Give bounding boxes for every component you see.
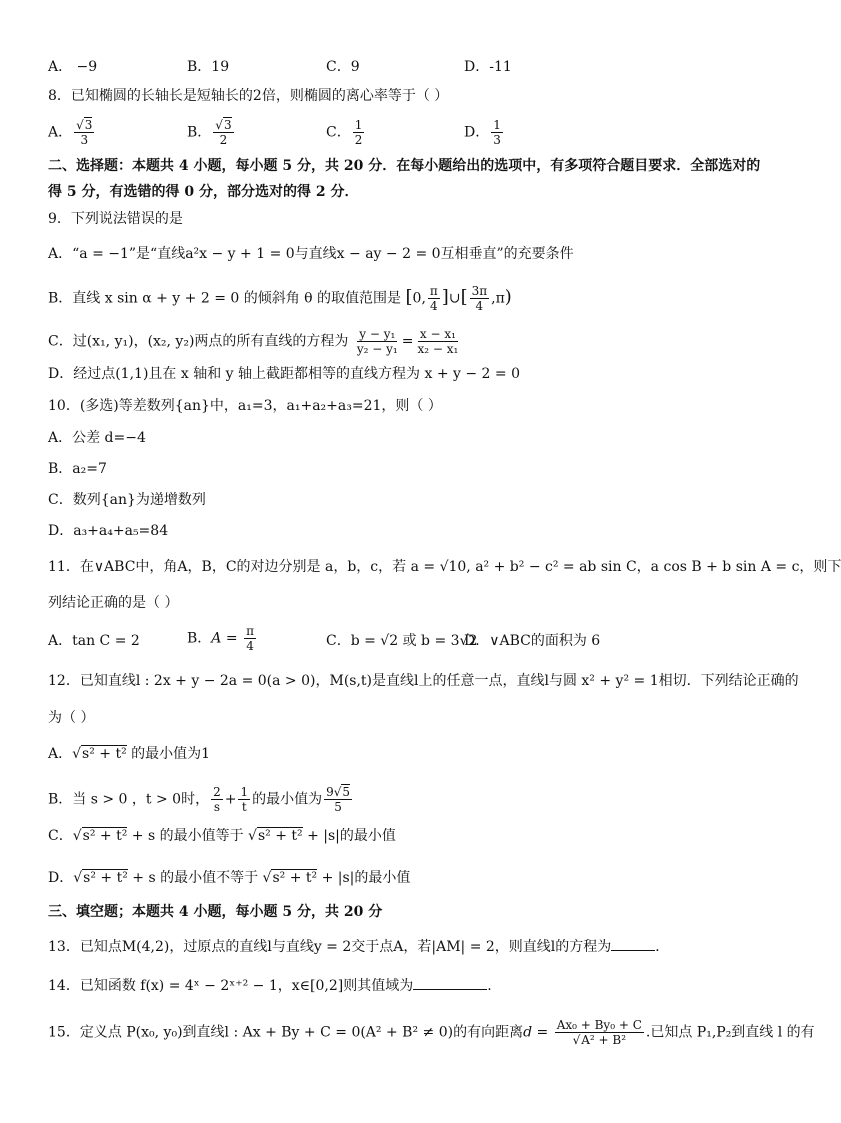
section2-heading-line2: 得 5 分，有选错的得 0 分，部分选对的得 2 分． — [48, 184, 359, 200]
q9-stem: 9．下列说法错误的是 — [48, 211, 183, 227]
q11-stem-line1: 11．在∨ABC中，角A，B，C的对边分别是 a，b，c，若 a = √10, a² + b² − c² = ab sin C，a cos B + b sin A = c，则下 — [48, 559, 841, 575]
q14-answer-blank[interactable] — [413, 977, 487, 990]
q14: 14．已知函数 f(x) = 4ˣ − 2ˣ⁺² − 1，x∈[0,2]则其值域为 . — [48, 978, 492, 994]
q13-answer-blank[interactable] — [611, 938, 655, 951]
q10-option-c: C．数列{an}为递增数列 — [48, 492, 206, 508]
q12-stem-line1: 12．已知直线l : 2x + y − 2a = 0(a > 0)，M(s,t)是直线l上的任意一点，直线l与圆 x² + y² = 1相切．下列结论正确的 — [48, 673, 799, 689]
q12-option-b: B．当 s > 0 ，t > 0时， $\frac{2}{s}$ + $\frac{1}{t}$ 的最小值为 $\frac{9√5}{5}$ — [48, 785, 351, 814]
section2-heading-line1: 二、选择题：本题共 4 小题，每小题 5 分，共 20 分．在每小题给出的选项中，有多项符合题目要求．全部选对的 — [48, 158, 761, 174]
q11-option-c: C．b = √2 或 b = 3√2 — [326, 633, 478, 649]
q8-option-a: A． $\frac{√3}{3}$ — [48, 118, 93, 147]
q8-option-c: C． $\frac{1}{2}$ — [326, 118, 363, 147]
q11-option-a: A．tan C = 2 — [48, 633, 140, 649]
q8-option-d: D． $\frac{1}{3}$ — [464, 118, 501, 147]
q8-stem: 8．已知椭圆的长轴长是短轴长的2倍，则椭圆的离心率等于（ ） — [48, 88, 449, 104]
q9-option-c: C．过(x₁, y₁)，(x₂, y₂)两点的所有直线的方程为 $\frac{\text{y − y₁}}{\text{y₂ − y₁}}$ = $\frac{\text{x − x₁}}{\text{x₂ − x₁}}$ — [48, 327, 459, 356]
q7-option-a: A． −9 — [48, 59, 98, 75]
q15: 15．定义点 P(x₀, y₀)到直线l : Ax + By + C = 0(A² + B² ≠ 0)的有向距离d = $\frac{\text{Ax₀ + By₀ + C}}{\text{√A² + B²}}$ .已知点 P₁,P₂到直线 l 的有 — [48, 1018, 815, 1047]
q12-option-c: C．√s² + t² + s 的最小值等于 √s² + t² + |s|的最小值 — [48, 828, 396, 844]
q12-stem-line2: 为（ ） — [48, 710, 95, 726]
q7-option-d: D．-11 — [464, 59, 512, 75]
q13: 13．已知点M(4,2)，过原点的直线l与直线y = 2交于点A，若|AM| = 2，则直线l的方程为 ． — [48, 939, 670, 955]
q7-option-c: C．9 — [326, 59, 360, 75]
section3-heading: 三、填空题；本题共 4 小题，每小题 5 分，共 20 分 — [48, 904, 383, 920]
q10-option-d: D．a₃+a₄+a₅=84 — [48, 523, 169, 539]
q9-option-a: A．“a = −1”是“直线a²x − y + 1 = 0与直线x − ay − 2 = 0互相垂直”的充要条件 — [48, 246, 574, 262]
q10-option-b: B．a₂=7 — [48, 461, 107, 477]
q10-stem: 10．(多选)等差数列{an}中，a₁=3，a₁+a₂+a₃=21，则（ ） — [48, 398, 442, 414]
q11-stem-line2: 列结论正确的是（ ） — [48, 595, 179, 611]
q12-option-d: D．√s² + t² + s 的最小值不等于 √s² + t² + |s|的最小值 — [48, 870, 411, 886]
q10-option-a: A．公差 d=−4 — [48, 430, 146, 446]
q7-option-b: B．19 — [187, 59, 230, 75]
q9-option-d: D．经过点(1,1)且在 x 轴和 y 轴上截距都相等的直线方程为 x + y − 2 = 0 — [48, 366, 520, 382]
q8-option-b: B． $\frac{√3}{2}$ — [187, 118, 232, 147]
q11-option-d: D．∨ABC的面积为 6 — [464, 633, 601, 649]
q12-option-a: A．√s² + t² 的最小值为1 — [48, 746, 211, 762]
q9-option-b: B．直线 x sin α + y + 2 = 0 的倾斜角 θ 的取值范围是 [0, $\frac{\pi}{4}$ ]∪[ $\frac{3\pi}{4}$ ,π) — [48, 284, 512, 313]
q11-option-b: B．A = $\frac{\pi}{4}$ — [187, 624, 254, 653]
